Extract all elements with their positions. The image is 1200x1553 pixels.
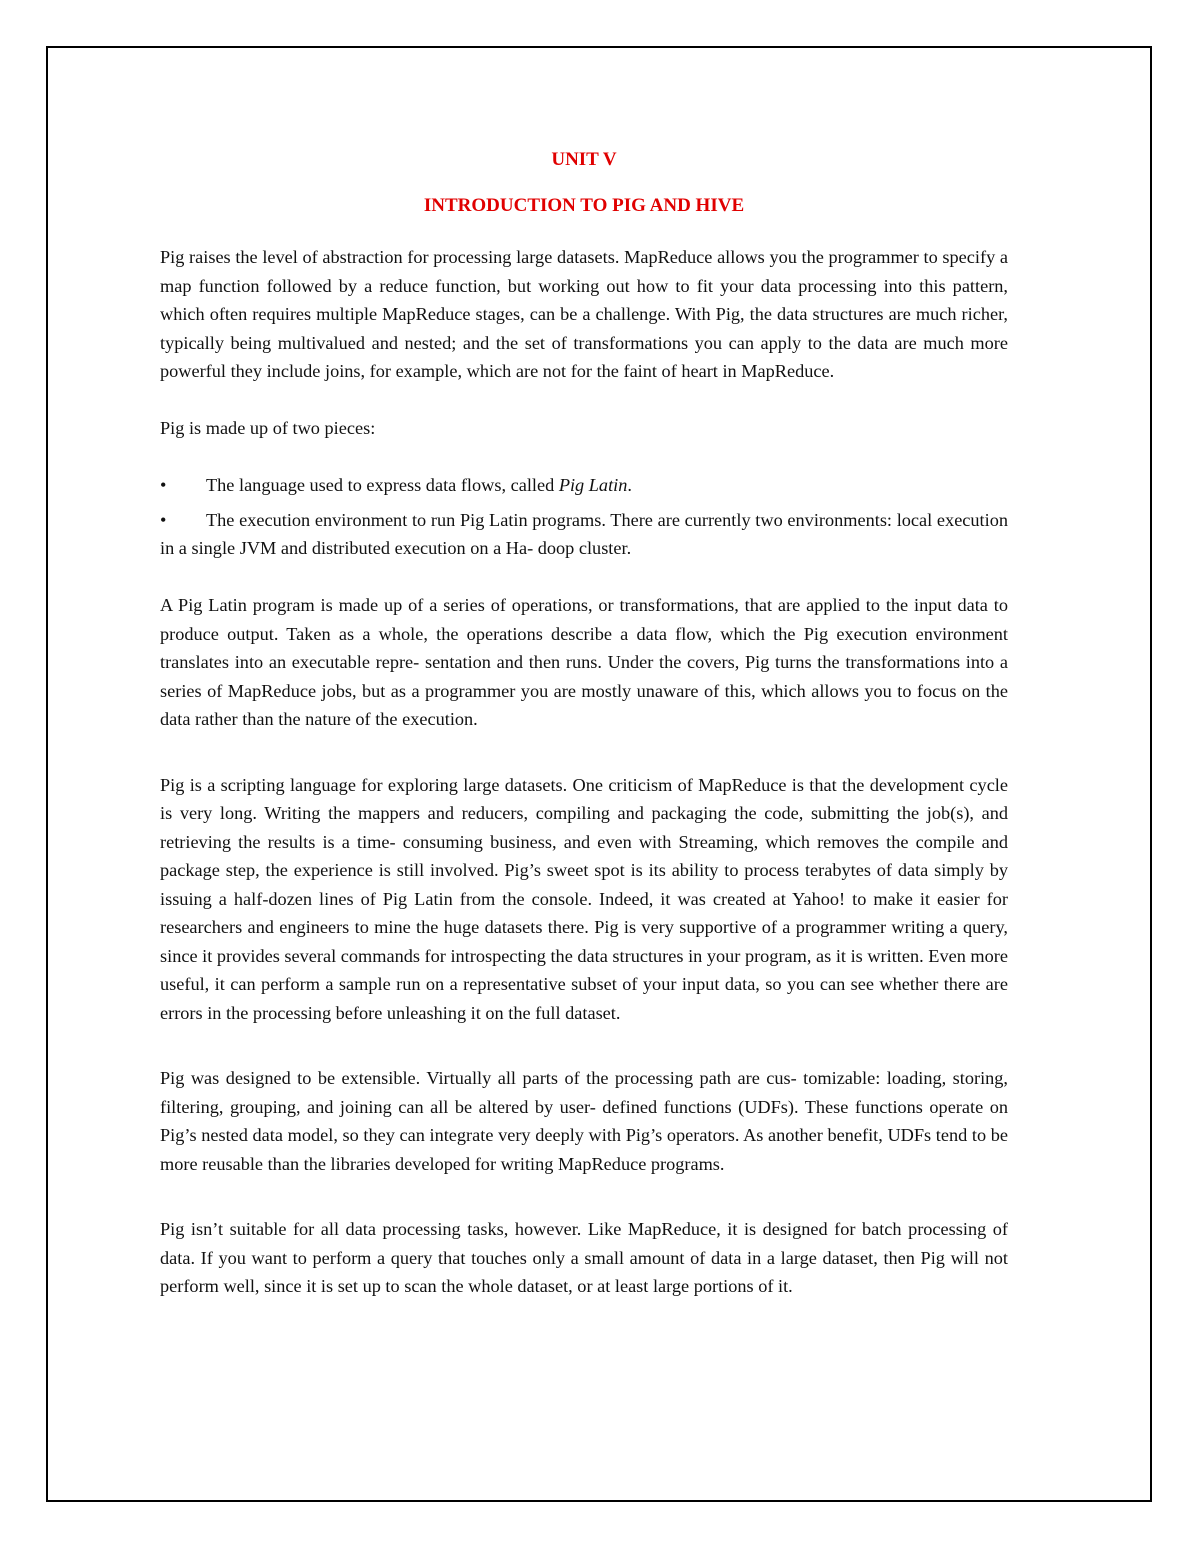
paragraph-pieces: Pig is made up of two pieces:	[160, 418, 376, 438]
bullet-end: .	[627, 475, 632, 495]
bullet-icon: •	[160, 475, 167, 495]
bullet-emphasis: Pig Latin	[558, 475, 628, 495]
bullet-list	[160, 471, 1008, 563]
section-title: INTRODUCTION TO PIG AND HIVE	[423, 195, 745, 216]
paragraph-limitations: Pig isn’t suitable for all data processing tasks, however. Like MapReduce, it is designed for batch processing of data. If you want to perform a query that touches only a small amount of data in a large dataset, then Pig will not perform well, since it is set up to scan the whole dataset, or at least large portions of it.	[160, 1219, 1008, 1296]
paragraph-intro: Pig raises the level of abstraction for processing large datasets. MapReduce allows you the programmer to specify a map function followed by a reduce function, but working out how to fit your data processing into this pattern, which often requires multiple MapReduce stages, can be a challenge. With Pig, the data structures are much richer, typically being multivalued and nested; and the set of transformations you can apply to the data are much more powerful they include joins, for example, which are not for the faint of heart in MapReduce.	[160, 247, 1008, 381]
bullet-text: The language used to express data flows, called	[206, 475, 559, 495]
bullet-text: The execution environment to run Pig Latin programs. There are currently two environments: local execution in a single JVM and distributed execution on a Ha- doop cluster.	[160, 509, 1008, 558]
paragraph-scripting: Pig is a scripting language for exploring large datasets. One criticism of MapReduce is that the development cycle is very long. Writing the mappers and reducers, compiling and packaging the code, submitting the job(s), and retrieving the results is a time- consuming business, and even with Streaming, which removes the compile and package step, the experience is still involved. Pig’s sweet spot is its ability to process terabytes of data simply by issuing a half-dozen lines of Pig Latin from the console. Indeed, it was created at Yahoo! to make it easier for researchers and engineers to mine the huge datasets there. Pig is very supportive of a programmer writing a query, since it provides several commands for introspecting the data structures in your program, as it is written. Even more useful, it can perform a sample run on a representative subset of your input data, so you can see whether there are errors in the processing before unleashing it on the full dataset.	[160, 774, 1008, 1023]
unit-heading: UNIT V	[551, 149, 617, 170]
document-content	[160, 146, 1008, 1301]
list-item	[160, 506, 1008, 563]
paragraph-program: A Pig Latin program is made up of a series of operations, or transformations, that are applied to the input data to produce output. Taken as a whole, the operations describe a data flow, which the Pig execution environment translates into an executable repre- sentation and then runs. Under the covers, Pig turns the transformations into a series of MapReduce jobs, but as a programmer you are mostly unaware of this, which allows you to focus on the data rather than the nature of the execution.	[160, 595, 1008, 729]
list-item	[160, 471, 1008, 500]
bullet-icon: •	[160, 509, 167, 530]
paragraph-extensible: Pig was designed to be extensible. Virtually all parts of the processing path are cus- tomizable: loading, storing, filtering, grouping, and joining can all be altered by user- defined functions (UDFs). These functions operate on Pig’s nested data model, so they can integrate very deeply with Pig’s operators. As another benefit, UDFs tend to be more reusable than the libraries developed for writing MapReduce programs.	[160, 1068, 1008, 1174]
